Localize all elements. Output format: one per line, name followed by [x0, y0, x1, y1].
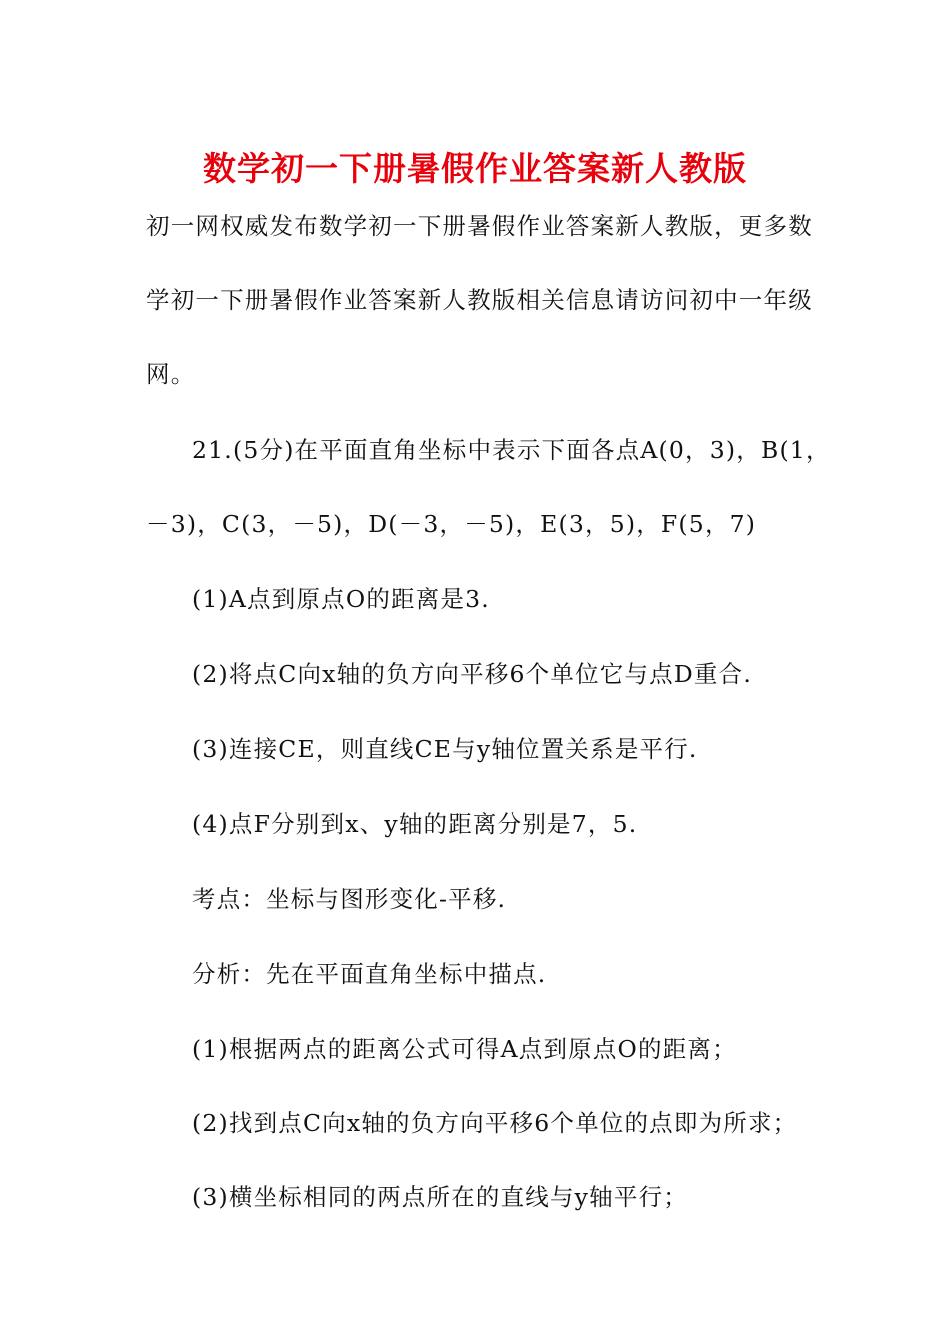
intro-line-1: 初一网权威发布数学初一下册暑假作业答案新人教版，更多数: [146, 212, 813, 240]
answer-line-4: (4)点F分别到x、y轴的距离分别是7，5.: [192, 810, 638, 838]
intro-line-2: 学初一下册暑假作业答案新人教版相关信息请访问初中一年级: [146, 286, 813, 314]
answer-line-2: (2)将点C向x轴的负方向平移6个单位它与点D重合.: [192, 660, 752, 688]
analysis-line: 分析：先在平面直角坐标中描点.: [192, 960, 547, 988]
analysis-item-2: (2)找到点C向x轴的负方向平移6个单位的点即为所求；: [192, 1109, 798, 1137]
question-line-1: 21.(5分)在平面直角坐标中表示下面各点A(0，3)，B(1，: [192, 436, 831, 464]
analysis-item-1: (1)根据两点的距离公式可得A点到原点O的距离；: [192, 1035, 737, 1063]
question-line-2: －3)，C(3，－5)，D(－3，－5)，E(3，5)，F(5，7): [146, 510, 757, 538]
topic-line: 考点：坐标与图形变化-平移.: [192, 885, 507, 913]
answer-line-3: (3)连接CE，则直线CE与y轴位置关系是平行.: [192, 735, 698, 763]
answer-line-1: (1)A点到原点O的距离是3.: [192, 585, 490, 613]
intro-line-3: 网。: [146, 360, 196, 388]
analysis-item-3: (3)横坐标相同的两点所在的直线与y轴平行；: [192, 1183, 688, 1211]
document-title: 数学初一下册暑假作业答案新人教版: [203, 149, 747, 188]
